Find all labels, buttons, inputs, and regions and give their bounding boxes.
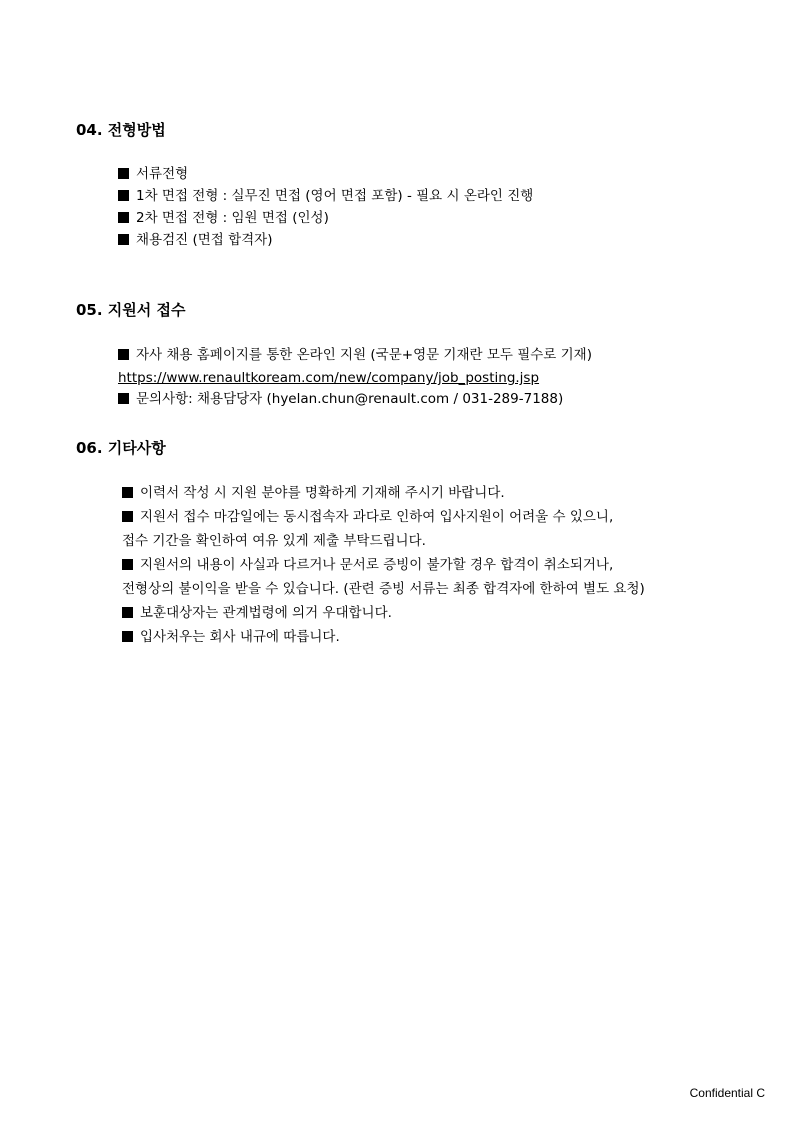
list-item-text: 서류전형 (136, 166, 189, 182)
square-bullet-icon (118, 234, 129, 245)
square-bullet-icon (122, 511, 133, 522)
section-title-misc: 06. 기타사항 (76, 439, 166, 457)
list-item (118, 166, 188, 182)
list-item-text: 이력서 작성 시 지원 분야를 명확하게 기재해 주시기 바랍니다. (140, 485, 505, 501)
list-item-text: 지원서 접수 마감일에는 동시접속자 과다로 인하여 입사지원이 어려울 수 있으니, (140, 509, 614, 525)
list-item (122, 509, 613, 525)
square-bullet-icon (118, 190, 129, 201)
square-bullet-icon (122, 607, 133, 618)
list-item (122, 605, 392, 621)
list-item-text: 채용검진 (면접 합격자) (136, 232, 273, 248)
section-title-screening: 04. 전형방법 (76, 121, 166, 139)
square-bullet-icon (118, 212, 129, 223)
list-item-text: 보훈대상자는 관계법령에 의거 우대합니다. (140, 605, 392, 621)
section-title-application: 05. 지원서 접수 (76, 301, 186, 319)
square-bullet-icon (118, 168, 129, 179)
list-item (118, 210, 329, 226)
list-item (122, 629, 340, 645)
square-bullet-icon (122, 487, 133, 498)
square-bullet-icon (118, 393, 129, 404)
list-item-continuation: 전형상의 불이익을 받을 수 있습니다. (관련 증빙 서류는 최종 합격자에 한하여 별도 요청) (122, 581, 645, 597)
list-item-text: 자사 채용 홈페이지를 통한 온라인 지원 (국문+영문 기재란 모두 필수로 기재) (136, 347, 592, 363)
list-item-text: 문의사항: 채용담당자 (hyelan.chun@renault.com / 031-289-7188) (136, 391, 564, 407)
square-bullet-icon (122, 631, 133, 642)
list-item-continuation: 접수 기간을 확인하여 여유 있게 제출 부탁드립니다. (122, 533, 426, 549)
url-line (118, 370, 539, 386)
square-bullet-icon (118, 349, 129, 360)
list-item (118, 391, 563, 407)
list-item-text: 입사처우는 회사 내규에 따릅니다. (140, 629, 340, 645)
list-item (122, 485, 505, 501)
list-item-text: 지원서의 내용이 사실과 다르거나 문서로 증빙이 불가할 경우 합격이 취소되거나, (140, 557, 614, 573)
square-bullet-icon (122, 559, 133, 570)
list-item (118, 347, 592, 363)
confidential-label: Confidential C (689, 1086, 765, 1100)
job-posting-link[interactable]: https://www.renaultkoream.com/new/company/job_posting.jsp (118, 370, 540, 386)
list-item (122, 557, 613, 573)
list-item (118, 232, 273, 248)
list-item-text: 1차 면접 전형 : 실무진 면접 (영어 면접 포함) - 필요 시 온라인 진행 (136, 188, 534, 204)
list-item (118, 188, 533, 204)
list-item-text: 2차 면접 전형 : 임원 면접 (인성) (136, 210, 329, 226)
